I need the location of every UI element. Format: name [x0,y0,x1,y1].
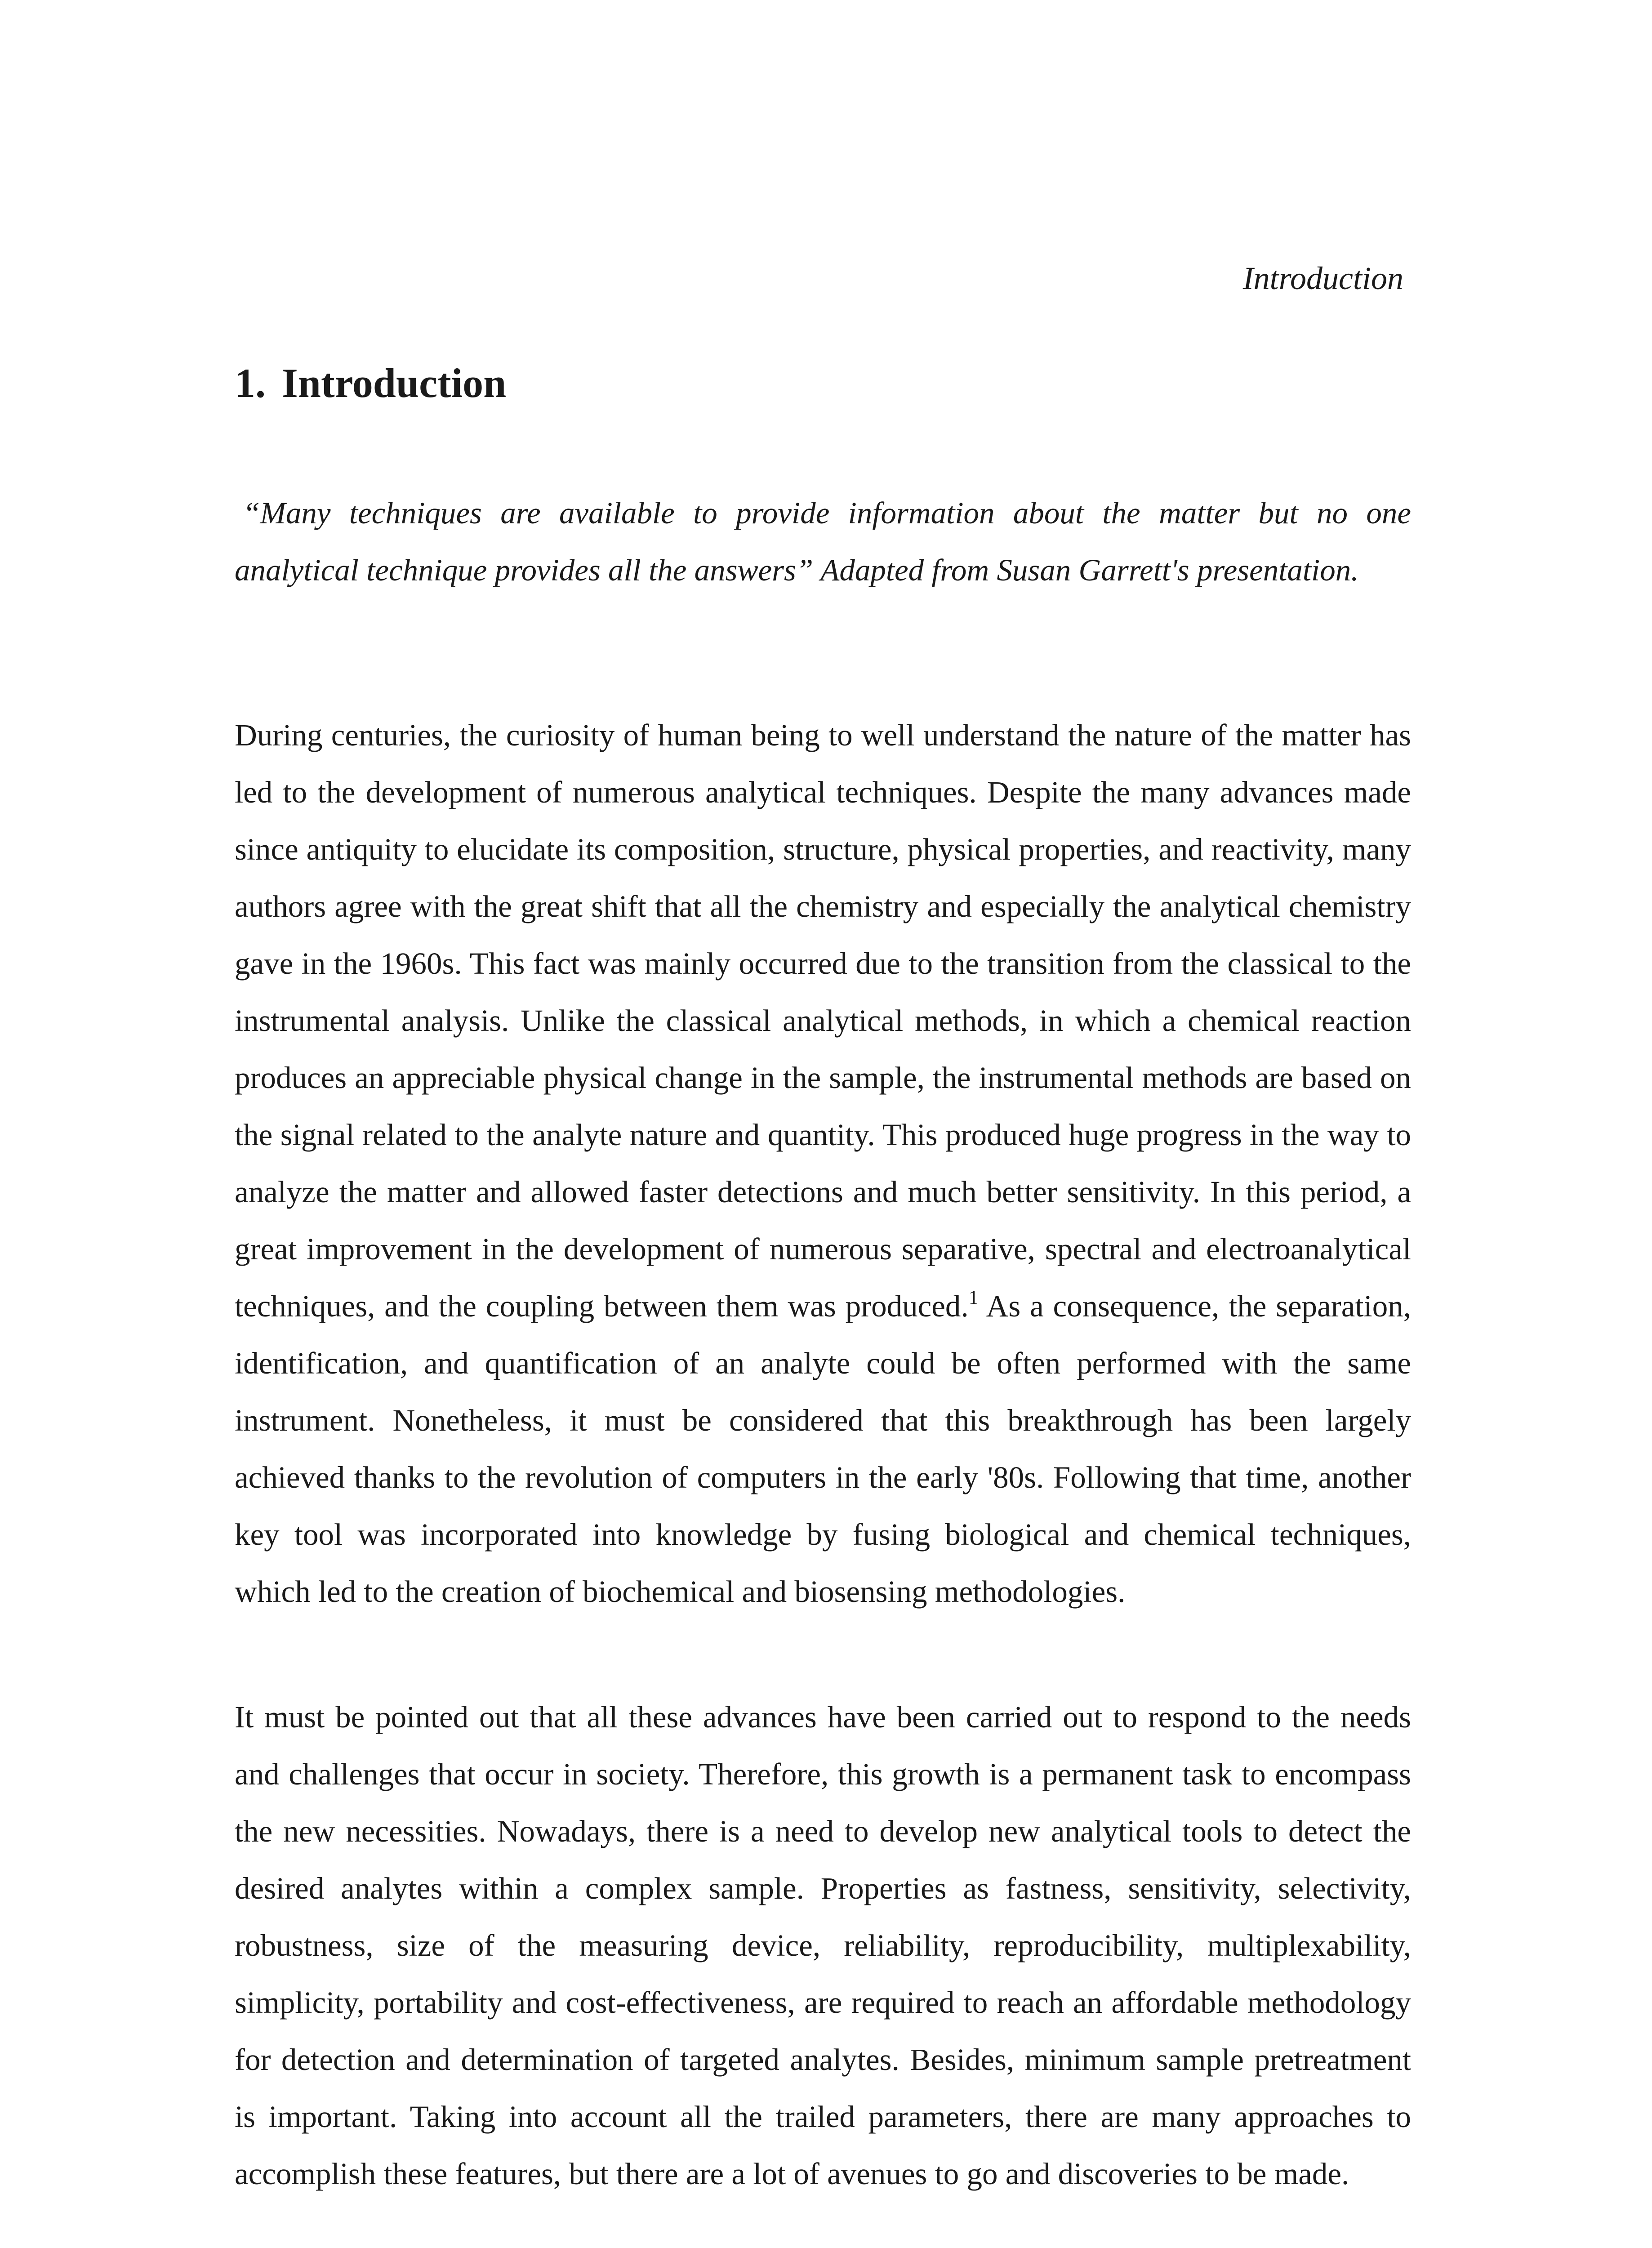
chapter-heading [235,362,506,404]
citation-ref-1: 1 [968,1286,979,1308]
epigraph-quote: “Many techniques are available to provide information about the matter but no one analytical technique provides all the answers” Adapted from Susan Garrett's presentation. [235,496,1411,587]
paragraph-1-text-a: During centuries, the curiosity of human being to well understand the nature of the matter has led to the development of numerous analytical techniques. Despite the many advances made since antiquity to elucidate its composition, structure, physical properties, and reactivity, many authors agree with the great shift that all the chemistry and especially the analytical chemistry gave in the 1960s. This fact was mainly occurred due to the transition from the classical to the instrumental analysis. Unlike the classical analytical methods, in which a chemical reaction produces an appreciable physical change in the sample, the instrumental methods are based on the signal related to the analyte nature and quantity. This produced huge progress in the way to analyze the matter and allowed faster detections and much better sensitivity. In this period, a great improvement in the development of numerous separative, spectral and electroanalytical techniques, and the coupling between them was produced. [235,718,1411,1323]
body-paragraph-2: It must be pointed out that all these advances have been carried out to respond to the needs and challenges that occur in society. Therefore, this growth is a permanent task to encompass the new necessities. Nowadays, there is a need to develop new analytical tools to detect the desired analytes within a complex sample. Properties as fastness, sensitivity, selectivity, robustness, size of the measuring device, reliability, reproducibility, multiplexability, simplicity, portability and cost-effectiveness, are required to reach an affordable methodology for detection and determination of targeted analytes. Besides, minimum sample pretreatment is important. Taking into account all the trailed parameters, there are many approaches to accomplish these features, but there are a lot of avenues to go and discoveries to be made. [235,1700,1411,2191]
paragraph-1-text-b: As a consequence, the separation, identification, and quantification of an analyte could be often performed with the same instrument. Nonetheless, it must be considered that this breakthrough has been largely achieved thanks to the revolution of computers in the early '80s. Following that time, another key tool was incorporated into knowledge by fusing biological and chemical techniques, which led to the creation of biochemical and biosensing methodologies. [235,1289,1411,1609]
running-header: Introduction [1242,260,1403,296]
chapter-title: Introduction [282,360,507,406]
body-paragraph-1 [235,707,1411,1620]
chapter-number: 1. [235,360,266,406]
